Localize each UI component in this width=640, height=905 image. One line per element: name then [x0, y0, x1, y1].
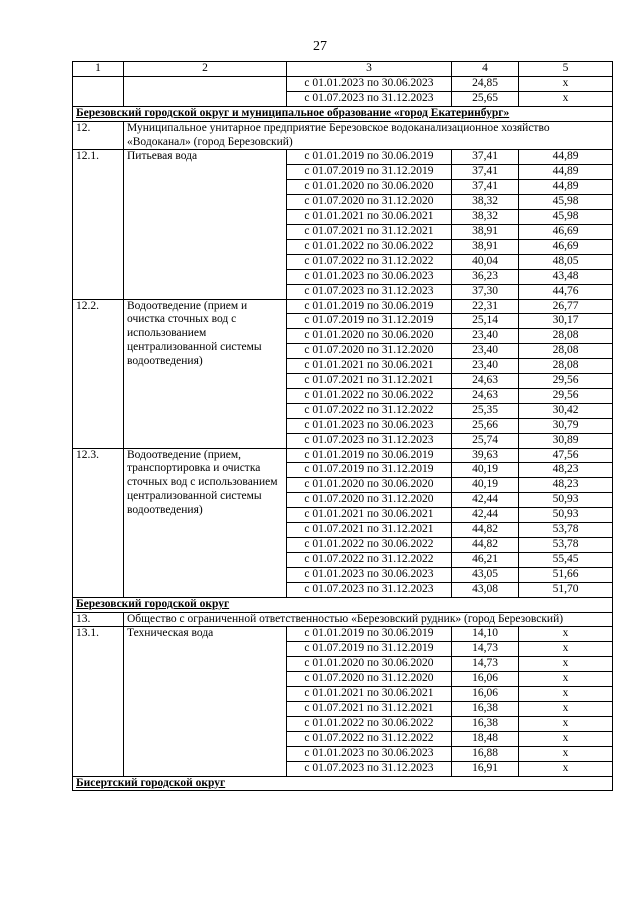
period-cell: с 01.07.2019 по 31.12.2019 [287, 463, 452, 478]
period-cell: с 01.01.2023 по 30.06.2023 [287, 269, 452, 284]
period-cell: с 01.01.2023 по 30.06.2023 [287, 746, 452, 761]
period-cell: с 01.07.2020 по 31.12.2020 [287, 344, 452, 359]
tariff-vat-cell: 30,42 [519, 403, 613, 418]
tariff-vat-cell: х [519, 672, 613, 687]
header-cell-3: 3 [287, 62, 452, 77]
period-cell: с 01.07.2023 по 31.12.2023 [287, 284, 452, 299]
tariff-value-cell: 38,32 [452, 195, 519, 210]
tariff-value-cell: 38,91 [452, 239, 519, 254]
period-cell: с 01.01.2022 по 30.06.2022 [287, 239, 452, 254]
tariff-value-cell: 25,65 [452, 91, 519, 106]
tariff-value-cell: 37,30 [452, 284, 519, 299]
region-row [73, 106, 613, 121]
header-row [73, 62, 613, 77]
tariff-vat-cell: 53,78 [519, 523, 613, 538]
tariff-vat-cell: 28,08 [519, 344, 613, 359]
tariff-vat-cell: х [519, 657, 613, 672]
service-name-cell: Питьевая вода [124, 150, 287, 299]
tariff-value-cell: 18,48 [452, 731, 519, 746]
tariff-vat-cell: 46,69 [519, 224, 613, 239]
period-cell: с 01.01.2021 по 30.06.2021 [287, 359, 452, 374]
period-cell: с 01.07.2022 по 31.12.2022 [287, 552, 452, 567]
period-cell: с 01.07.2020 по 31.12.2020 [287, 493, 452, 508]
tariff-value-cell: 44,82 [452, 538, 519, 553]
tariff-value-cell: 40,19 [452, 463, 519, 478]
period-cell: с 01.07.2023 по 31.12.2023 [287, 761, 452, 776]
period-cell: с 01.01.2021 по 30.06.2021 [287, 210, 452, 225]
tariff-vat-cell: 30,17 [519, 314, 613, 329]
tariff-value-cell: 36,23 [452, 269, 519, 284]
tariff-vat-cell: 45,98 [519, 210, 613, 225]
period-cell: с 01.07.2022 по 31.12.2022 [287, 254, 452, 269]
tariff-value-cell: 43,08 [452, 582, 519, 597]
period-cell: с 01.01.2020 по 30.06.2020 [287, 478, 452, 493]
period-cell: с 01.07.2023 по 31.12.2023 [287, 582, 452, 597]
tariff-value-cell: 37,41 [452, 180, 519, 195]
tariff-vat-cell: х [519, 627, 613, 642]
tariff-value-cell: 16,91 [452, 761, 519, 776]
tariff-value-cell: 16,38 [452, 716, 519, 731]
period-cell: с 01.07.2019 по 31.12.2019 [287, 642, 452, 657]
tariff-vat-cell: 30,79 [519, 418, 613, 433]
period-cell: с 01.07.2019 по 31.12.2019 [287, 314, 452, 329]
tariff-value-cell: 14,73 [452, 657, 519, 672]
region-title: Березовский городской округ и муниципальное образование «город Екатеринбург» [73, 106, 613, 121]
region-row [73, 597, 613, 612]
tariff-vat-cell: 50,93 [519, 493, 613, 508]
service-name-cell: Водоотведение (прием, транспортировка и очистка сточных вод с использованием централизованной системы водоотведения) [124, 448, 287, 597]
tariff-vat-cell: х [519, 76, 613, 91]
table-row [73, 448, 613, 463]
tariff-vat-cell: 48,05 [519, 254, 613, 269]
service-number-cell [73, 76, 124, 106]
period-cell: с 01.07.2023 по 31.12.2023 [287, 433, 452, 448]
tariff-vat-cell: 45,98 [519, 195, 613, 210]
period-cell: с 01.07.2020 по 31.12.2020 [287, 195, 452, 210]
tariff-vat-cell: 48,23 [519, 478, 613, 493]
period-cell: с 01.07.2022 по 31.12.2022 [287, 731, 452, 746]
header-cell-5: 5 [519, 62, 613, 77]
table-row [73, 299, 613, 314]
tariff-value-cell: 44,82 [452, 523, 519, 538]
organization-row [73, 612, 613, 627]
tariff-value-cell: 46,21 [452, 552, 519, 567]
tariff-vat-cell: 29,56 [519, 374, 613, 389]
organization-number: 12. [73, 121, 124, 150]
tariff-value-cell: 42,44 [452, 493, 519, 508]
region-title: Березовский городской округ [73, 597, 613, 612]
tariff-vat-cell: 51,70 [519, 582, 613, 597]
tariff-value-cell: 25,66 [452, 418, 519, 433]
region-row [73, 776, 613, 791]
organization-number: 13. [73, 612, 124, 627]
header-cell-1: 1 [73, 62, 124, 77]
period-cell: с 01.01.2023 по 30.06.2023 [287, 76, 452, 91]
tariff-value-cell: 25,74 [452, 433, 519, 448]
tariff-value-cell: 40,19 [452, 478, 519, 493]
tariff-value-cell: 25,35 [452, 403, 519, 418]
tariff-value-cell: 40,04 [452, 254, 519, 269]
organization-name: Муниципальное унитарное предприятие Березовское водоканализационное хозяйство «Водоканал» (город Березовский) [124, 121, 613, 150]
tariff-vat-cell: 30,89 [519, 433, 613, 448]
tariff-vat-cell: 44,89 [519, 180, 613, 195]
service-number-cell: 12.1. [73, 150, 124, 299]
tariff-value-cell: 23,40 [452, 359, 519, 374]
tariff-value-cell: 42,44 [452, 508, 519, 523]
header-cell-4: 4 [452, 62, 519, 77]
page-number: 27 [313, 39, 327, 54]
tariff-vat-cell: 26,77 [519, 299, 613, 314]
tariff-vat-cell: 46,69 [519, 239, 613, 254]
period-cell: с 01.07.2020 по 31.12.2020 [287, 672, 452, 687]
tariff-value-cell: 25,14 [452, 314, 519, 329]
service-name-cell [124, 76, 287, 106]
tariff-vat-cell: 50,93 [519, 508, 613, 523]
tariff-table-body [73, 62, 613, 791]
tariff-value-cell: 43,05 [452, 567, 519, 582]
tariff-value-cell: 39,63 [452, 448, 519, 463]
tariff-vat-cell: х [519, 701, 613, 716]
tariff-vat-cell: 55,45 [519, 552, 613, 567]
tariff-value-cell: 24,63 [452, 388, 519, 403]
period-cell: с 01.01.2021 по 30.06.2021 [287, 508, 452, 523]
period-cell: с 01.07.2021 по 31.12.2021 [287, 224, 452, 239]
tariff-value-cell: 14,10 [452, 627, 519, 642]
period-cell: с 01.01.2023 по 30.06.2023 [287, 418, 452, 433]
organization-row [73, 121, 613, 150]
tariff-vat-cell: 44,89 [519, 165, 613, 180]
region-title: Бисертский городской округ [73, 776, 613, 791]
tariff-value-cell: 23,40 [452, 329, 519, 344]
tariff-value-cell: 38,91 [452, 224, 519, 239]
period-cell: с 01.01.2022 по 30.06.2022 [287, 716, 452, 731]
tariff-value-cell: 16,06 [452, 672, 519, 687]
tariff-value-cell: 16,06 [452, 687, 519, 702]
tariff-vat-cell: 53,78 [519, 538, 613, 553]
tariff-value-cell: 24,85 [452, 76, 519, 91]
tariff-value-cell: 23,40 [452, 344, 519, 359]
tariff-vat-cell: х [519, 642, 613, 657]
table-row [73, 627, 613, 642]
tariff-vat-cell: 28,08 [519, 329, 613, 344]
tariff-value-cell: 22,31 [452, 299, 519, 314]
tariff-value-cell: 37,41 [452, 150, 519, 165]
period-cell: с 01.01.2020 по 30.06.2020 [287, 180, 452, 195]
period-cell: с 01.01.2021 по 30.06.2021 [287, 687, 452, 702]
period-cell: с 01.01.2022 по 30.06.2022 [287, 538, 452, 553]
tariff-table [72, 61, 613, 791]
tariff-vat-cell: х [519, 746, 613, 761]
period-cell: с 01.07.2021 по 31.12.2021 [287, 523, 452, 538]
service-number-cell: 12.2. [73, 299, 124, 448]
service-name-cell: Техническая вода [124, 627, 287, 776]
period-cell: с 01.01.2019 по 30.06.2019 [287, 448, 452, 463]
tariff-vat-cell: 44,89 [519, 150, 613, 165]
period-cell: с 01.01.2022 по 30.06.2022 [287, 388, 452, 403]
tariff-vat-cell: 29,56 [519, 388, 613, 403]
tariff-vat-cell: х [519, 687, 613, 702]
period-cell: с 01.01.2019 по 30.06.2019 [287, 150, 452, 165]
period-cell: с 01.07.2023 по 31.12.2023 [287, 91, 452, 106]
period-cell: с 01.01.2019 по 30.06.2019 [287, 627, 452, 642]
period-cell: с 01.07.2022 по 31.12.2022 [287, 403, 452, 418]
header-cell-2: 2 [124, 62, 287, 77]
period-cell: с 01.07.2021 по 31.12.2021 [287, 374, 452, 389]
tariff-vat-cell: 48,23 [519, 463, 613, 478]
table-row [73, 150, 613, 165]
table-row [73, 76, 613, 91]
period-cell: с 01.07.2021 по 31.12.2021 [287, 701, 452, 716]
tariff-value-cell: 16,88 [452, 746, 519, 761]
period-cell: с 01.01.2023 по 30.06.2023 [287, 567, 452, 582]
tariff-value-cell: 14,73 [452, 642, 519, 657]
tariff-value-cell: 24,63 [452, 374, 519, 389]
tariff-vat-cell: х [519, 716, 613, 731]
tariff-vat-cell: 51,66 [519, 567, 613, 582]
service-number-cell: 12.3. [73, 448, 124, 597]
tariff-vat-cell: 44,76 [519, 284, 613, 299]
tariff-value-cell: 16,38 [452, 701, 519, 716]
period-cell: с 01.01.2020 по 30.06.2020 [287, 657, 452, 672]
tariff-value-cell: 38,32 [452, 210, 519, 225]
service-name-cell: Водоотведение (прием и очистка сточных вод с использованием централизованной системы водоотведения) [124, 299, 287, 448]
period-cell: с 01.01.2020 по 30.06.2020 [287, 329, 452, 344]
tariff-vat-cell: х [519, 761, 613, 776]
tariff-vat-cell: 47,56 [519, 448, 613, 463]
tariff-vat-cell: х [519, 91, 613, 106]
period-cell: с 01.07.2019 по 31.12.2019 [287, 165, 452, 180]
service-number-cell: 13.1. [73, 627, 124, 776]
tariff-vat-cell: х [519, 731, 613, 746]
tariff-value-cell: 37,41 [452, 165, 519, 180]
period-cell: с 01.01.2019 по 30.06.2019 [287, 299, 452, 314]
tariff-vat-cell: 43,48 [519, 269, 613, 284]
organization-name: Общество с ограниченной ответственностью «Березовский рудник» (город Березовский) [124, 612, 613, 627]
tariff-vat-cell: 28,08 [519, 359, 613, 374]
